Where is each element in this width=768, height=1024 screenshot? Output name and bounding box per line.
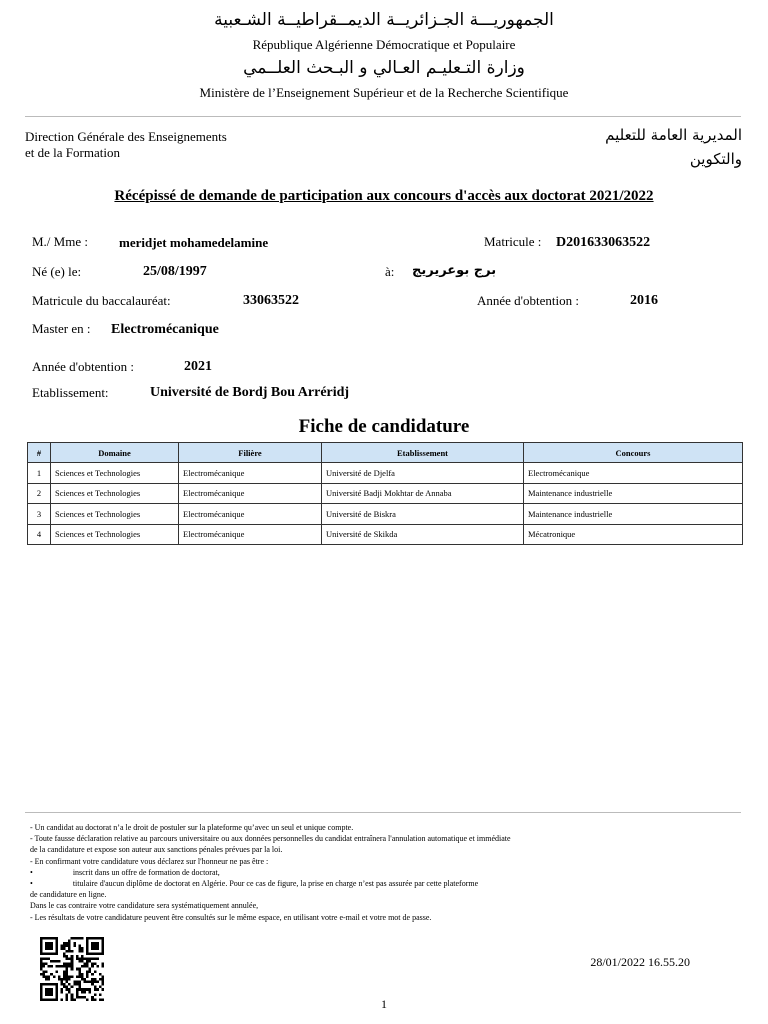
table-row — [28, 524, 743, 545]
table-row — [28, 463, 743, 484]
fiche-title: Fiche de candidature — [298, 416, 470, 437]
cell-etablissement: Université de Biskra — [322, 504, 524, 525]
table-header-row — [28, 443, 743, 463]
note-line: Dans le cas contraire votre candidature sera systématiquement annulée, — [30, 901, 259, 911]
note-line: - En confirmant votre candidature vous déclarez sur l'honneur ne pas être : — [30, 856, 269, 866]
birth-date-value: 25/08/1997 — [143, 264, 207, 279]
note-bullet-text: inscrit dans un offre de formation de doctorat, — [72, 867, 220, 877]
col-header-concours: Concours — [524, 443, 743, 463]
header-divider — [25, 116, 741, 117]
bullet-icon: • — [30, 867, 33, 877]
col-header-domaine: Domaine — [51, 443, 179, 463]
cell-filiere: Electromécanique — [179, 524, 322, 545]
master-year-value: 2021 — [184, 359, 212, 374]
direction-arabic — [605, 123, 742, 171]
direction-arabic-line1: المديرية العامة للتعليم — [605, 126, 742, 144]
bac-year-label: Année d'obtention : — [477, 293, 579, 308]
establishment-label: Etablissement: — [32, 385, 109, 400]
document-title: Récépissé de demande de participation aux concours d'accès aux doctorat 2021/2022 — [114, 188, 654, 204]
note-bullet-text: titulaire d'aucun diplôme de doctorat en Algérie. Pour ce cas de figure, la prise en charge n’est pas assurée par cette plateforme — [72, 879, 479, 889]
cell-concours: Maintenance industrielle — [524, 504, 743, 525]
cell-number: 1 — [28, 463, 51, 484]
cell-concours: Mécatronique — [524, 524, 743, 545]
col-header-etablissement: Etablissement — [322, 443, 524, 463]
qr-code-icon — [40, 937, 104, 1001]
cell-filiere: Electromécanique — [179, 463, 322, 484]
cell-filiere: Electromécanique — [179, 504, 322, 525]
cell-number: 3 — [28, 504, 51, 525]
cell-etablissement: Université Badji Mokhtar de Annaba — [322, 483, 524, 504]
ministry-french: Ministère de l’Enseignement Supérieur et de la Recherche Scientifique — [199, 85, 569, 100]
cell-domaine: Sciences et Technologies — [51, 463, 179, 484]
birth-place-label: à: — [385, 264, 395, 279]
note-line: - Toute fausse déclaration relative au parcours universitaire ou aux données personnelles du candidat entraînera l'annulation automatique et immédiate — [30, 834, 511, 844]
page-number: 1 — [381, 997, 387, 1011]
bullet-icon: • — [30, 879, 33, 889]
bac-year-value: 2016 — [630, 293, 658, 308]
note-line: de candidature en ligne. — [30, 890, 107, 900]
birth-place-value: برج بوعريريج — [412, 263, 497, 278]
name-label: M./ Mme : — [32, 234, 88, 249]
cell-number: 4 — [28, 524, 51, 545]
birth-date-label: Né (e) le: — [32, 264, 82, 279]
direction-french-line1: Direction Générale des Enseignements — [25, 129, 227, 144]
col-header-number: # — [28, 443, 51, 463]
note-line — [30, 878, 720, 889]
note-line: - Les résultats de votre candidature peuvent être consultés sur le même espace, en utilisant votre e-mail et votre mot de passe. — [30, 912, 432, 922]
bac-value: 33063522 — [243, 293, 299, 308]
cell-etablissement: Université de Skikda — [322, 524, 524, 545]
cell-domaine: Sciences et Technologies — [51, 483, 179, 504]
master-label: Master en : — [32, 321, 91, 336]
master-year-label: Année d'obtention : — [32, 359, 134, 374]
matricule-value: D201633063522 — [556, 235, 651, 250]
table-row — [28, 483, 743, 504]
notes-divider — [25, 812, 741, 813]
note-line — [30, 867, 720, 878]
republic-arabic: الجمهوريـــة الجـزائريــة الديمــقراطيــة الشـعبية — [214, 10, 554, 30]
ministry-arabic: وزارة التـعليـم العـالي و البـحث العلــمي — [243, 58, 525, 78]
cell-concours: Electromécanique — [524, 463, 743, 484]
table-row — [28, 504, 743, 525]
direction-arabic-line2: والتكوين — [689, 150, 742, 168]
establishment-value: Université de Bordj Bou Arréridj — [150, 385, 350, 400]
note-line: - Un candidat au doctorat n’a le droit de postuler sur la plateforme qu’avec un seul et unique compte. — [30, 823, 354, 832]
candidature-table — [27, 442, 743, 545]
cell-number: 2 — [28, 483, 51, 504]
cell-etablissement: Université de Djelfa — [322, 463, 524, 484]
candidate-name: meridjet mohamedelamine — [119, 235, 269, 250]
timestamp: 28/01/2022 16.55.20 — [590, 955, 690, 969]
notes-block — [30, 822, 720, 923]
note-line: de la candidature et expose son auteur aux sanctions pénales prévues par la loi. — [30, 845, 283, 855]
cell-domaine: Sciences et Technologies — [51, 524, 179, 545]
matricule-label: Matricule : — [484, 234, 542, 249]
bac-label: Matricule du baccalauréat: — [32, 293, 171, 308]
direction-french-line2: et de la Formation — [25, 145, 120, 160]
cell-concours: Maintenance industrielle — [524, 483, 743, 504]
republic-french: République Algérienne Démocratique et Populaire — [252, 37, 516, 52]
master-value: Electromécanique — [111, 322, 219, 337]
cell-domaine: Sciences et Technologies — [51, 504, 179, 525]
col-header-filiere: Filière — [179, 443, 322, 463]
cell-filiere: Electromécanique — [179, 483, 322, 504]
direction-french — [25, 129, 227, 161]
